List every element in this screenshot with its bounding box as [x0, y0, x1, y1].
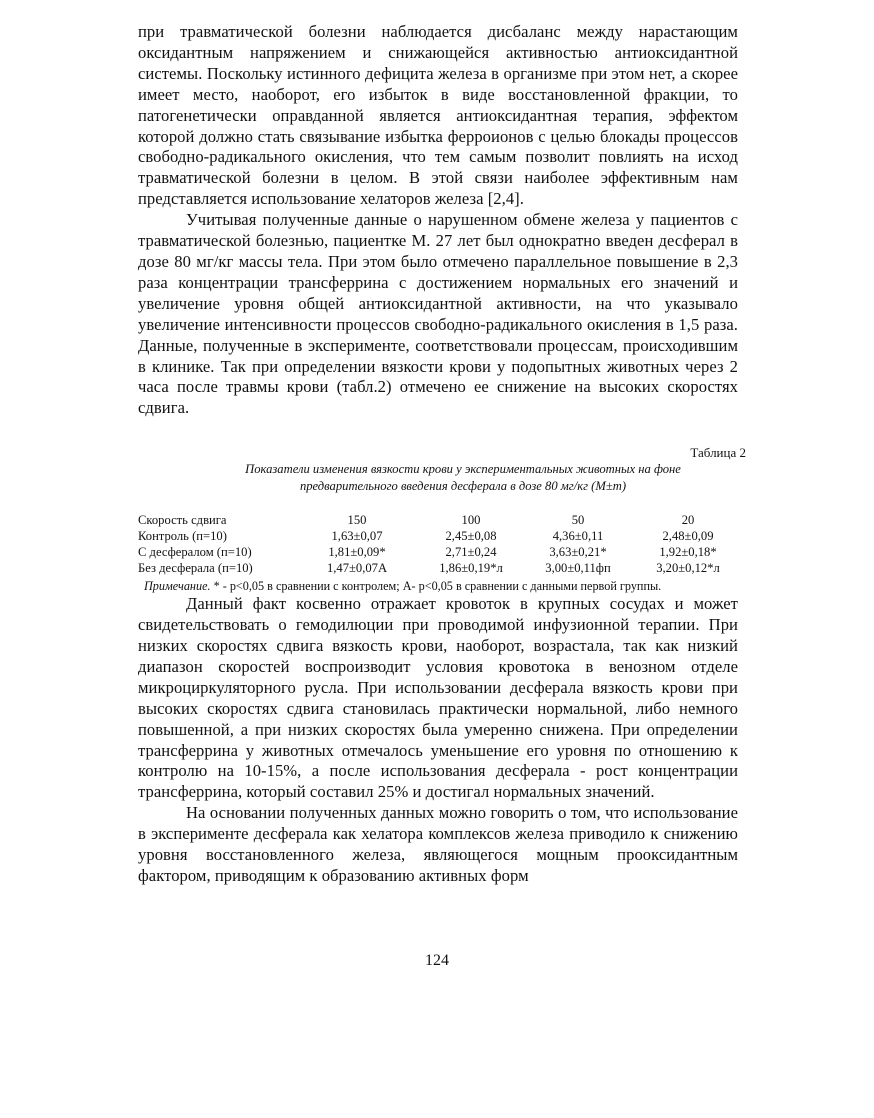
table-note-text: * - p<0,05 в сравнении с контролем; А- p<0,05 в сравнении с данными первой группы.	[210, 579, 662, 594]
paragraph-conclusion: На основании полученных данных можно говорить о том, что использование в эксперименте десферала как хелатора комплексов железа приводило к снижению уровня восстановленного железа, являющегося мощным прооксидантным фактором, приводящим к образованию активных форм	[138, 803, 738, 885]
table-cell: 3,00±0,11фп	[545, 561, 611, 576]
table-cell: 1,92±0,18*	[659, 545, 717, 560]
table-header-cell: 20	[681, 513, 695, 528]
table-header-cell: 50	[571, 513, 585, 528]
table-cell: 3,63±0,21*	[549, 545, 607, 560]
table-caption: Показатели изменения вязкости крови у экспериментальных животных на фоне предварительного введения десферала в дозе 80 мг/кг (M±m)	[245, 462, 681, 494]
table-row	[138, 560, 746, 576]
table-cell: 2,45±0,08	[445, 529, 497, 544]
table-cell: 1,86±0,19*л	[439, 561, 503, 576]
paragraph-discussion: Данный факт косвенно отражает кровоток в крупных сосудах и может свидетельствовать о гемодилюции при проводимой инфузионной терапии. При низких скоростях сдвига вязкость крови, наоборот, возрастала, так как низкий диапазон скоростей воспроизводит условия кровотока в венозном отделе микроциркуляторного русла. При использовании десферала вязкость крови при высоких скоростях сдвига становилась практически нормальной, либо немного повышенной, а при низких скоростях была умеренно снижена. При определении трансферрина у животных отмечалось уменьшение его уровня по отношению к контролю на 10-15%, а после использования десферала - рост концентрации трансферрина, который составил 25% и достигал нормальных значений.	[138, 594, 738, 802]
page-number: 124	[425, 952, 449, 969]
table-cell: 2,71±0,24	[445, 545, 497, 560]
table-note	[138, 578, 740, 594]
table-header-cell: 150	[347, 513, 367, 528]
table-cell: 4,36±0,11	[552, 529, 604, 544]
table-header-cell: 100	[461, 513, 481, 528]
viscosity-table	[138, 512, 746, 576]
table-row-label: С десфералом (п=10)	[138, 545, 252, 560]
table-header-label: Скорость сдвига	[138, 513, 227, 528]
table-cell: 1,47±0,07А	[326, 561, 388, 576]
table-cell: 1,63±0,07	[331, 529, 383, 544]
paragraph-intro: при травматической болезни наблюдается дисбаланс между нарастающим оксидантным напряжением и снижающейся активностью антиоксидантной системы. Поскольку истинного дефицита железа в организме при этом нет, а скорее имеет место, наоборот, его избыток в виде восстановленной фракции, то патогенетически оправданной является антиоксидантная терапия, эффектом которой должно стать связывание избытка ферроионов с целью блокады процессов свободно-радикального окисления, что тем самым позволит повлиять на исход травматической болезни в целом. В этой связи наиболее эффективным нам представляется использование хелаторов железа [2,4].	[138, 22, 738, 209]
document-page	[138, 22, 746, 887]
table-row-label: Без десферала (п=10)	[138, 561, 253, 576]
table-header-row	[138, 512, 746, 528]
table-cell: 3,20±0,12*л	[656, 561, 720, 576]
paragraph-desferal-patient: Учитывая полученные данные о нарушенном обмене железа у пациентов с травматической болезнью, пациентке М. 27 лет был однократно введен десферал в дозе 80 мг/кг массы тела. При этом было отмечено параллельное повышение в 2,3 раза концентрации трансферрина с достижением нормальных его значений и увеличение уровня общей антиоксидантной активности, на что указывало увеличение интенсивности процессов свободно-радикального окисления в 1,5 раза. Данные, полученные в эксперименте, соответствовали процессам, происходившим в клинике. Так при определении вязкости крови у подопытных животных через 2 часа после травмы крови (табл.2) отмечено ее снижение на высоких скоростях сдвига.	[138, 210, 738, 418]
table-row	[138, 528, 746, 544]
table-cell: 2,48±0,09	[662, 529, 714, 544]
table-row	[138, 544, 746, 560]
table-label: Таблица 2	[690, 445, 746, 461]
table-row-label: Контроль (п=10)	[138, 529, 227, 544]
table-note-lead: Примечание.	[144, 579, 211, 594]
table-cell: 1,81±0,09*	[328, 545, 386, 560]
